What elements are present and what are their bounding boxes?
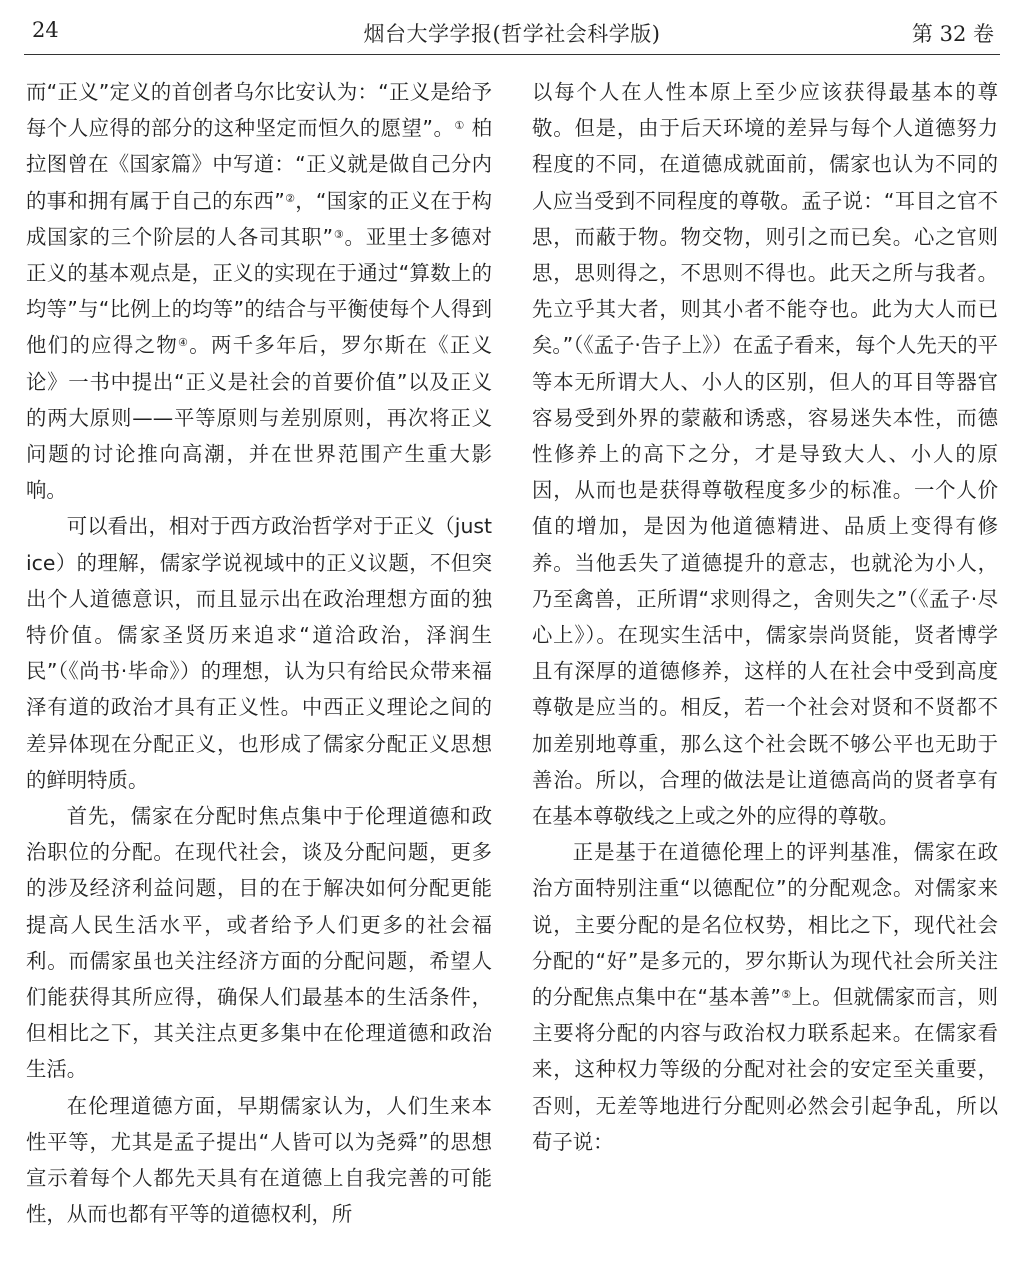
text-run: 而“正义”定义的首创者乌尔比安认为：“正义是给予每个人应得的部分的这种坚定而恒久的愿望”。 (26, 80, 492, 141)
page-header (24, 14, 1000, 55)
text-run: 柏拉图曾在《国家篇》中写道：“正义就是做自己分内的事和拥有属于自己的东西” (26, 116, 493, 213)
paragraph: 首先，儒家在分配时焦点集中于伦理道德和政治职位的分配。在现代社会，谈及分配问题，更多的涉及经济利益问题，目的在于解决如何分配更能提高人民生活水平，或者给予人们更多的社会福利。而儒家虽也关注经济方面的分配问题，希望人们能获得其所应得，确保人们最基本的生活条件，但相比之下，其关注点更多集中在伦理道德和政治生活。 (26, 804, 492, 1082)
journal-title: 烟台大学学报(哲学社会科学版) (363, 22, 661, 46)
text-run: 。亚里士多德对正义的基本观点是，正义的实现在于通过“算数上的均等”与“比例上的均等”的结合与平衡使每个人得到他们的应得之物 (26, 224, 492, 358)
paragraph: 在伦理道德方面，早期儒家认为，人们生来本性平等，尤其是孟子提出“人皆可以为尧舜”的思想宣示着每个人都先天具有在道德上自我完善的可能性，从而也都有平等的道德权利，所 (26, 1093, 492, 1227)
footnote-marker: ② (284, 191, 296, 205)
paragraph: 可以看出，相对于西方政治哲学对于正义（justice）的理解，儒家学说视域中的正义议题，不但突出个人道德意识，而且显示出在政治理想方面的独特价值。儒家圣贤历来追求“道洽政治，泽润生民”（《尚书·毕命》）的理想，认为只有给民众带来福泽有道的政治才具有正义性。中西正义理论之间的差异体现在分配正义，也形成了儒家分配正义思想的鲜明特质。 (26, 514, 492, 792)
paragraph (532, 834, 998, 1160)
paragraph (26, 74, 492, 508)
footnote-marker: ④ (178, 336, 190, 350)
text-run: 。两千多年后，罗尔斯在《正义论》一书中提出“正义是社会的首要价值”以及正义的两大原则——平等原则与差别原则，再次将正义问题的讨论推向高潮，并在世界范围产生重大影响。 (26, 333, 493, 503)
right-column (532, 74, 998, 1160)
text-run: ，“国家的正义在于构成国家的三个阶层的人各司其职” (26, 188, 492, 249)
text-run: 上。但就儒家而言，则主要将分配的内容与政治权力联系起来。在儒家看来，这种权力等级的分配对社会的安定至关重要，否则，无差等地进行分配则必然会引起争乱，所以荀子说： (532, 985, 998, 1154)
left-column (26, 74, 492, 1233)
text-run: 正是基于在道德伦理上的评判基准，儒家在政治方面特别注重“以德配位”的分配观念。对儒家来说，主要分配的是名位权势，相比之下，现代社会分配的“好”是多元的，罗尔斯认为现代社会所关注的分配焦点集中在“基本善” (532, 840, 998, 1010)
footnote-marker: ① (454, 119, 465, 133)
paragraph: 以每个人在人性本原上至少应该获得最基本的尊敬。但是，由于后天环境的差异与每个人道德努力程度的不同，在道德成就面前，儒家也认为不同的人应当受到不同程度的尊敬。孟子说：“耳目之官不思，而蔽于物。物交物，则引之而已矣。心之官则思，思则得之，不思则不得也。此天之所与我者。先立乎其大者，则其小者不能夺也。此为大人而已矣。”（《孟子·告子上》）在孟子看来，每个人先天的平等本无所谓大人、小人的区别，但人的耳目等器官容易受到外界的蒙蔽和诱惑，容易迷失本性，而德性修养上的高下之分，才是导致大人、小人的原因，从而也是获得尊敬程度多少的标准。一个人价值的增加，是因为他道德精进、品质上变得有修养。当他丢失了道德提升的意志，也就沦为小人，乃至禽兽，正所谓“求则得之，舍则失之”（《孟子·尽心上》）。在现实生活中，儒家崇尚贤能，贤者博学且有深厚的道德修养，这样的人在社会中受到高度尊敬是应当的。相反，若一个社会对贤和不贤都不加差别地尊重，那么这个社会既不够公平也无助于善治。所以，合理的做法是让道德高尚的贤者享有在基本尊敬线之上或之外的应得的尊敬。 (532, 80, 998, 829)
page-number: 24 (32, 18, 59, 42)
footnote-marker: ⑤ (780, 988, 792, 1002)
volume-label: 第 32 卷 (911, 22, 994, 46)
footnote-marker: ③ (333, 227, 345, 241)
